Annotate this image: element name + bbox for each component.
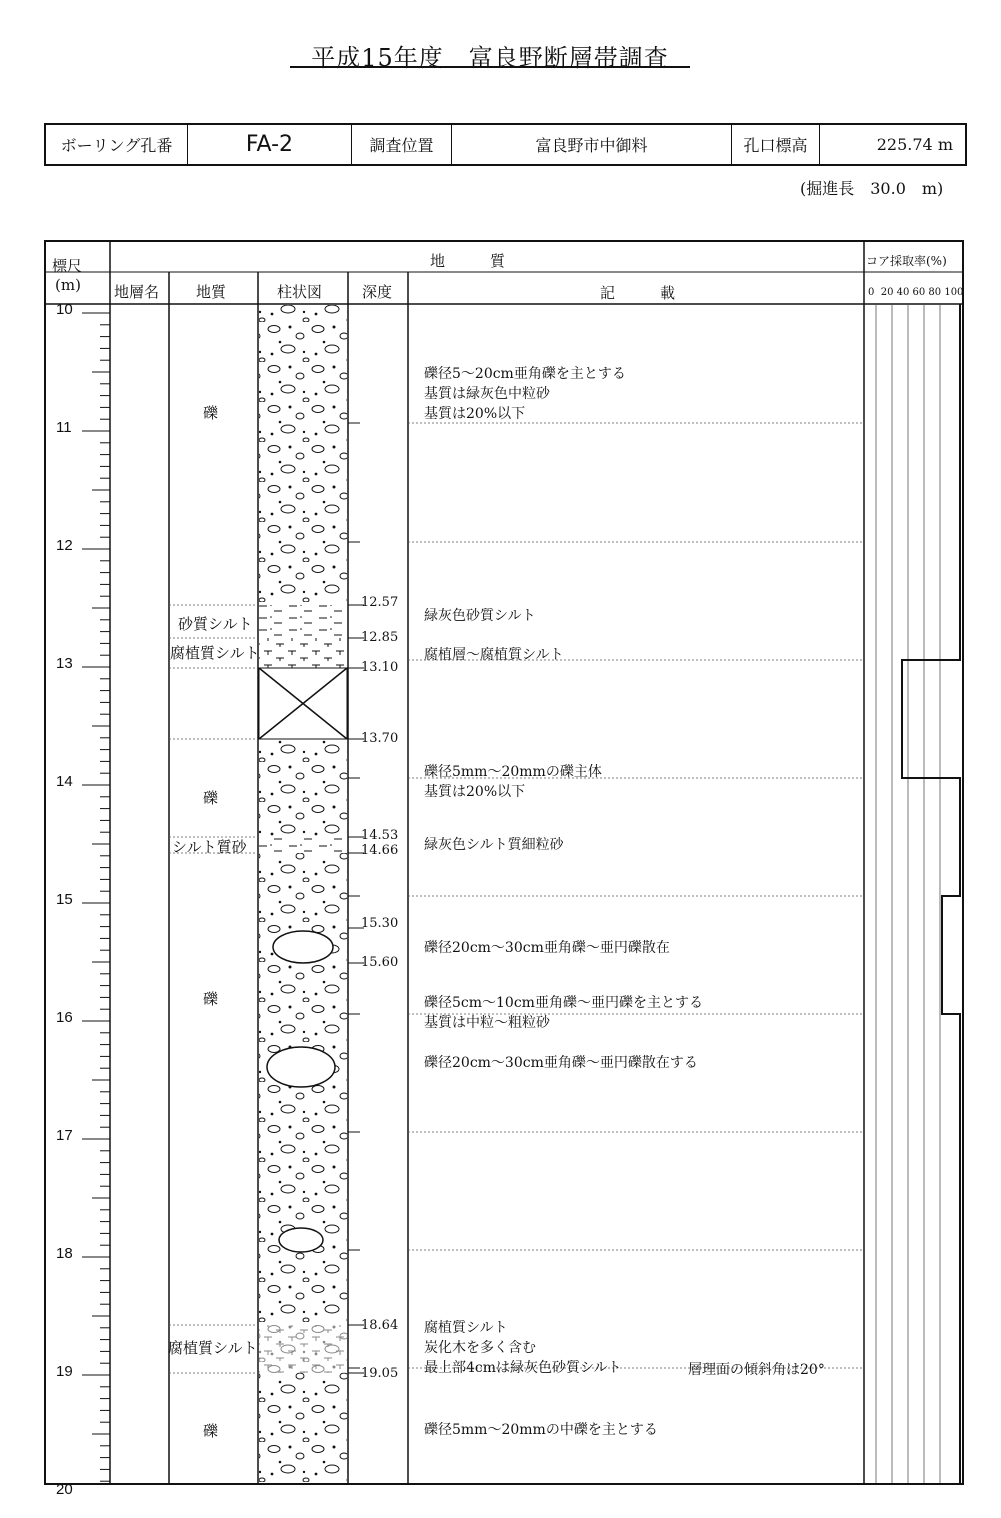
scale-unit: (m)	[55, 276, 81, 294]
depth-label: 15.60	[361, 955, 399, 970]
description: 礫径5mm～20mmの礫主体 基質は20%以下	[424, 764, 602, 800]
document-title: 平成15年度 富良野断層帯調査	[311, 44, 669, 72]
description: 腐植質シルト 炭化木を多く含む 最上部4cmは緑灰色砂質シルト	[424, 1320, 622, 1376]
scale-label: 20	[56, 1481, 73, 1498]
geology-header: 地 質	[430, 252, 506, 270]
scale-label: 12	[56, 537, 73, 554]
drilled-length: (掘進長 30.0 m)	[800, 179, 944, 198]
scale-label: 16	[56, 1009, 73, 1026]
layer-header: 地層名	[114, 283, 160, 301]
notes-header: 記 載	[600, 284, 676, 302]
scale-label: 17	[56, 1127, 73, 1144]
scale-label: 19	[56, 1363, 73, 1380]
description: 腐植層～腐植質シルト	[424, 647, 564, 663]
depth-label: 13.10	[361, 660, 399, 675]
boring-info-table	[44, 123, 967, 166]
lith-name: 礫	[203, 404, 219, 422]
lith-name: 礫	[203, 990, 219, 1008]
boring-log	[44, 240, 964, 1485]
description: 礫径5mm～20mmの中礫を主とする	[424, 1422, 658, 1438]
title-underline	[290, 66, 690, 68]
core-ticks: 0 20 40 60 80 100	[868, 287, 964, 298]
depth-label: 14.53	[361, 828, 399, 843]
lith-name: 砂質シルト	[178, 615, 253, 633]
scale-header: 標尺	[52, 257, 83, 275]
depth-label: 19.05	[361, 1366, 399, 1381]
description: 礫径5～20cm亜角礫を主とする 基質は緑灰色中粒砂 基質は20%以下	[424, 366, 626, 422]
scale-label: 11	[56, 419, 72, 436]
column-header: 柱状図	[277, 283, 323, 301]
depth-label: 12.85	[361, 630, 399, 645]
depth-header: 深度	[362, 283, 393, 301]
location-label: 調査位置	[352, 125, 452, 164]
description: 緑灰色砂質シルト	[424, 608, 536, 624]
scale-label: 10	[56, 301, 73, 318]
boring-label: ボーリング孔番	[46, 125, 188, 164]
boring-number: FA-2	[188, 125, 352, 164]
description: 礫径5cm～10cm亜角礫～亜円礫を主とする 基質は中粒～粗粒砂	[424, 995, 703, 1031]
lith-name: 腐植質シルト	[170, 644, 260, 662]
depth-label: 18.64	[361, 1318, 399, 1333]
lith-name: 礫	[203, 1422, 219, 1440]
depth-label: 12.57	[361, 595, 399, 610]
lith-name: 礫	[203, 789, 219, 807]
elevation-value: 225.74 m	[876, 135, 953, 154]
description: 緑灰色シルト質細粒砂	[424, 837, 564, 853]
depth-label: 15.30	[361, 916, 399, 931]
description: 礫径20cm～30cm亜角礫～亜円礫散在する	[424, 1055, 698, 1071]
core-header: コア採取率(%)	[866, 254, 947, 268]
lith-name: 腐植質シルト	[168, 1339, 258, 1357]
log-grid	[46, 242, 962, 1483]
depth-label: 13.70	[361, 731, 399, 746]
scale-label: 14	[56, 773, 73, 790]
location-value: 富良野市中御料	[452, 125, 732, 164]
scale-label: 15	[56, 891, 73, 908]
lith-header: 地質	[196, 283, 227, 301]
lith-name: シルト質砂	[172, 838, 247, 856]
elevation-label: 孔口標高	[732, 125, 820, 164]
scale-label: 13	[56, 655, 73, 672]
scale-label: 18	[56, 1245, 73, 1262]
depth-label: 14.66	[361, 843, 399, 858]
description: 層理面の傾斜角は20°	[688, 1362, 825, 1378]
description: 礫径20cm～30cm亜角礫～亜円礫散在	[424, 940, 670, 956]
